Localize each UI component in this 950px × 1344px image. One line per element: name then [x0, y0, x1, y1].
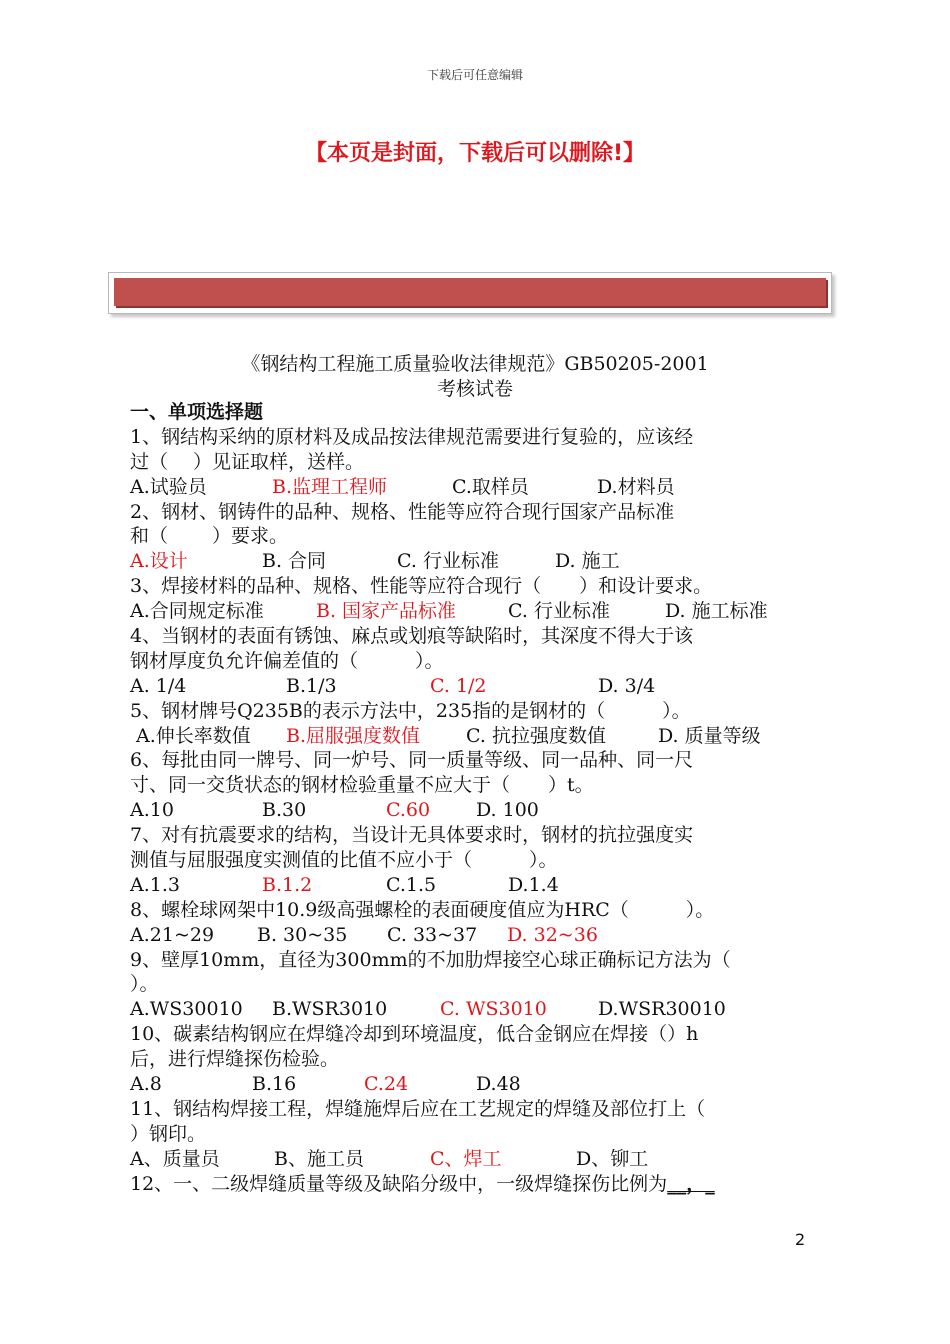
options-9 [130, 997, 810, 1022]
question-10-cont: 后，进行焊缝探伤检验。 [130, 1048, 340, 1071]
question-6: 6、每批由同一牌号、同一炉号、同一质量等级、同一品种、同一尺 [130, 749, 694, 772]
question-12-text: 12、一、二级焊缝质量等级及缺陷分级中，一级焊缝探伤比例为 [130, 1172, 668, 1195]
options-6 [130, 798, 810, 823]
option: C. 行业标准 [508, 600, 610, 623]
question-8: 8、螺栓球网架中10.9级高强螺栓的表面硬度值应为HRC（ ）。 [130, 898, 715, 921]
question-6-cont: 寸、同一交货状态的钢材检验重量不应大于（ ）t。 [130, 774, 594, 797]
question-2: 2、钢材、钢铸件的品种、规格、性能等应符合现行国家产品标准 [130, 500, 675, 523]
option: D.材料员 [597, 475, 675, 498]
question-9-cont: ）。 [130, 973, 159, 996]
options-7 [130, 873, 810, 898]
option: A、质量员 [130, 1147, 220, 1170]
option-answer: B.1.2 [262, 873, 313, 896]
question-4: 4、当钢材的表面有锈蚀、麻点或划痕等缺陷时，其深度不得大于该 [130, 625, 694, 648]
option: D. 施工 [555, 550, 620, 573]
option-answer: B.监理工程师 [272, 475, 388, 498]
option: D、铆工 [576, 1147, 649, 1170]
option: B.30 [262, 799, 307, 822]
option: B.16 [252, 1073, 297, 1096]
option: A.10 [130, 799, 174, 822]
option: B. 合同 [262, 550, 327, 573]
question-3: 3、焊接材料的品种、规格、性能等应符合现行（ ）和设计要求。 [130, 575, 713, 598]
question-11-cont: ）钢印。 [130, 1122, 207, 1145]
document-subtitle: 考核试卷 [436, 378, 513, 400]
option: D.48 [476, 1073, 521, 1096]
option: A.8 [130, 1073, 162, 1096]
question-list [130, 400, 810, 1197]
option: D.WSR30010 [598, 998, 726, 1021]
option-answer: C. WS3010 [440, 998, 547, 1021]
question-1: 1、钢结构采纳的原材料及成品按法律规范需要进行复验的，应该经 [130, 425, 694, 448]
cover-notice: 【本页是封面，下载后可以删除!】 [304, 141, 646, 166]
document-title: 《钢结构工程施工质量验收法律规范》GB50205-2001 [241, 353, 709, 375]
options-2 [130, 549, 810, 574]
option: C. 行业标准 [397, 550, 499, 573]
options-4 [130, 674, 810, 699]
option: C.取样员 [452, 475, 529, 498]
option: D. 质量等级 [658, 724, 761, 747]
option: A.1.3 [130, 873, 180, 896]
page-number: 2 [795, 1230, 806, 1249]
option: C. 抗拉强度数值 [466, 724, 606, 747]
option: D. 3/4 [598, 674, 656, 697]
options-10 [130, 1072, 810, 1097]
option: C.1.5 [386, 873, 437, 896]
option-answer: C.24 [364, 1073, 409, 1096]
options-11 [130, 1147, 810, 1172]
question-10: 10、碳素结构钢应在焊缝冷却到环境温度，低合金钢应在焊接（）h [130, 1023, 699, 1046]
question-7-cont: 测值与屈服强度实测值的比值不应小于（ ）。 [130, 849, 558, 872]
option-answer: B. 国家产品标准 [316, 600, 457, 623]
option-answer: C. 1/2 [430, 674, 487, 697]
option: A.21~29 [130, 923, 215, 946]
option: B、施工员 [274, 1147, 364, 1170]
question-7: 7、对有抗震要求的结构，当设计无具体要求时，钢材的抗拉强度实 [130, 824, 694, 847]
option: A.试验员 [130, 475, 207, 498]
option: D.1.4 [508, 873, 559, 896]
option: A.伸长率数值 [136, 724, 251, 747]
question-5: 5、钢材牌号Q235B的表示方法中，235指的是钢材的（ ）。 [130, 699, 691, 722]
option-answer: C、焊工 [430, 1147, 502, 1170]
option: A.WS30010 [130, 998, 243, 1021]
options-3 [130, 599, 810, 624]
option-answer: C.60 [386, 799, 431, 822]
option-answer: B.屈服强度数值 [286, 724, 421, 747]
option: D. 100 [476, 799, 539, 822]
question-12 [130, 1172, 810, 1197]
options-8 [130, 923, 810, 948]
question-11: 11、钢结构焊接工程，焊缝施焊后应在工艺规定的焊缝及部位打上（ [130, 1097, 706, 1120]
option: B. 30~35 [257, 923, 348, 946]
option-answer: A.设计 [130, 550, 188, 573]
option: B.WSR3010 [272, 998, 388, 1021]
question-2-cont: 和（ ）要求。 [130, 525, 289, 548]
option: C. 33~37 [387, 923, 478, 946]
options-1 [130, 475, 810, 500]
options-5 [130, 724, 810, 749]
decorative-bar [114, 278, 826, 306]
section-heading: 一、单项选择题 [130, 401, 264, 423]
answer-blank: __，_ [667, 1172, 715, 1195]
option: D. 施工标准 [665, 600, 768, 623]
option: A. 1/4 [130, 674, 187, 697]
page-header: 下载后可任意编辑 [426, 68, 523, 82]
option-answer: D. 32~36 [507, 923, 598, 946]
question-4-cont: 钢材厚度负允许偏差值的（ ）。 [130, 649, 444, 672]
question-1-cont: 过（ ）见证取样，送样。 [130, 450, 365, 473]
option: B.1/3 [286, 674, 337, 697]
decorative-bar-frame [108, 272, 832, 314]
option: A.合同规定标准 [130, 600, 264, 623]
question-9: 9、壁厚10mm，直径为300mm的不加肋焊接空心球正确标记方法为（ [130, 948, 731, 971]
